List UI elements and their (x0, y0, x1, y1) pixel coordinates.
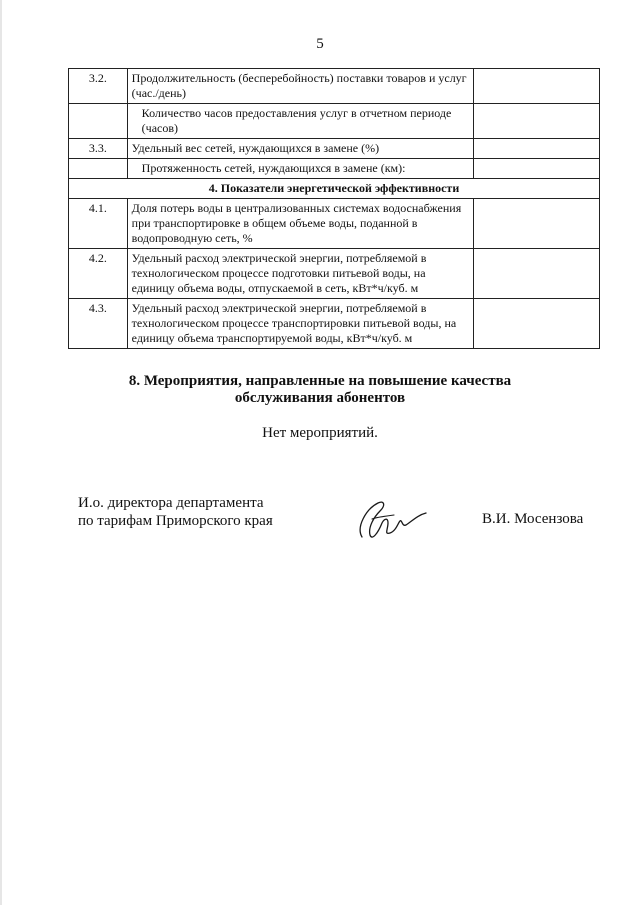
handwritten-signature (348, 497, 428, 543)
row-description: Доля потерь воды в централизованных системах водоснабжения при транспортировке в общем объеме воды, поданной в водопроводную сеть, % (127, 199, 474, 249)
section-4-title: 4. Показатели энергетической эффективности (69, 179, 600, 199)
scan-edge (0, 0, 2, 905)
row-value (474, 299, 600, 349)
row-description: Количество часов предоставления услуг в отчетном периоде (часов) (127, 104, 474, 139)
table-row (69, 199, 600, 249)
signer-title-line: по тарифам Приморского края (78, 513, 273, 529)
row-number: 3.2. (69, 69, 128, 104)
table-row (69, 139, 600, 159)
signer-title-line: И.о. директора департамента (78, 495, 264, 511)
page-number: 5 (316, 36, 324, 52)
row-number (69, 104, 128, 139)
no-measures-text: Нет мероприятий. (262, 425, 378, 441)
row-description: Удельный расход электрической энергии, потребляемой в технологическом процессе подготовки питьевой воды, на единицу объема воды, отпускаемой в сеть, кВт*ч/куб. м (127, 249, 474, 299)
row-number: 4.2. (69, 249, 128, 299)
table-row (69, 299, 600, 349)
row-value (474, 104, 600, 139)
row-number: 4.3. (69, 299, 128, 349)
row-number: 4.1. (69, 199, 128, 249)
table-row (69, 159, 600, 179)
row-description: Протяженность сетей, нуждающихся в замене (км): (127, 159, 474, 179)
row-value (474, 69, 600, 104)
row-value (474, 249, 600, 299)
row-value (474, 139, 600, 159)
table-row (69, 249, 600, 299)
row-value (474, 199, 600, 249)
signer-title (78, 494, 273, 530)
heading-line: 8. Мероприятия, направленные на повышение качества (128, 373, 512, 389)
row-description: Удельный вес сетей, нуждающихся в замене (%) (127, 139, 474, 159)
table-row (69, 69, 600, 104)
row-value (474, 159, 600, 179)
section-8-heading (0, 373, 640, 407)
row-description: Продолжительность (бесперебойность) поставки товаров и услуг (час./день) (127, 69, 474, 104)
table-row (69, 104, 600, 139)
heading-line: обслуживания абонентов (234, 390, 406, 406)
indicators-table (68, 68, 600, 349)
row-number: 3.3. (69, 139, 128, 159)
section-row (69, 179, 600, 199)
row-number (69, 159, 128, 179)
row-description: Удельный расход электрической энергии, потребляемой в технологическом процессе транспортировки питьевой воды, на единицу объема транспортируемой воды, кВт*ч/куб. м (127, 299, 474, 349)
signer-name: В.И. Мосензова (482, 511, 584, 527)
